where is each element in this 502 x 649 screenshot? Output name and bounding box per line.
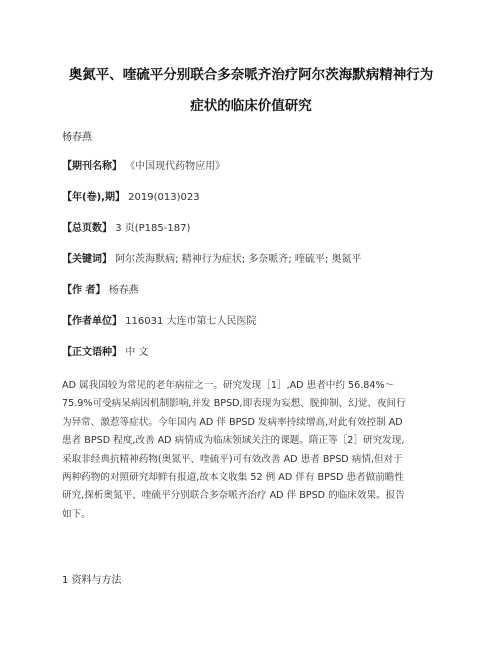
- meta-pages: [62, 219, 190, 234]
- meta-affiliation: [62, 312, 257, 327]
- meta-pages-label: 【总页数】: [62, 223, 112, 234]
- body-line: 75.9%可受病呆病因机制影响,并发 BPSD,即表现为妄想、脱抑制、幻觉、夜间行: [62, 398, 406, 410]
- meta-keywords-value: 阿尔茨海默病; 精神行为症状; 多奈哌齐; 喹硫平; 奥氮平: [115, 254, 362, 265]
- author-name: 杨春燕: [62, 132, 92, 143]
- meta-journal-value: 《中国现代药物应用》: [125, 161, 226, 172]
- paper-title-line-2: 症状的临床价值研究: [190, 98, 312, 114]
- meta-language: [62, 343, 148, 358]
- meta-journal-label: 【期刊名称】: [62, 161, 122, 172]
- body-line: 采取非经典抗精神药物(奥氮平、喹硫平)可有效改善 AD 患者 BPSD 病情,但对于: [62, 453, 403, 465]
- meta-language-value: 中 文: [125, 347, 149, 358]
- meta-journal: [62, 157, 225, 172]
- meta-keywords: [62, 250, 361, 265]
- meta-pages-value: 3 页(P185-187): [115, 223, 191, 234]
- body-line: 为异常、激惹等症状。今年国内 AD 伴 BPSD 发病率持续增高,对此有效控制 AD: [62, 416, 403, 428]
- meta-affiliation-label: 【作者单位】: [62, 316, 122, 327]
- meta-year-issue: [62, 188, 200, 203]
- meta-language-label: 【正文语种】: [62, 347, 122, 358]
- body-line: 患者 BPSD 程度,改善 AD 病情成为临床领域关注的课题。隋正等［2］研究发现,: [62, 435, 405, 447]
- meta-affiliation-value: 116031 大连市第七人民医院: [125, 316, 257, 327]
- meta-year-issue-label: 【年(卷),期】: [62, 192, 125, 203]
- meta-authors-label: 【作 者】: [62, 285, 106, 296]
- meta-authors-value: 杨春燕: [108, 285, 139, 296]
- body-line: 两种药物的对照研究却鲜有报道,故本文收集 52 例 AD 伴有 BPSD 患者做前瞻性: [62, 472, 404, 484]
- section-heading: 1 资料与方法: [62, 575, 122, 586]
- body-line: 如下。: [62, 508, 91, 520]
- meta-keywords-label: 【关键词】: [62, 254, 112, 265]
- body-line: AD 属我国较为常见的老年病症之一。研究发现［1］,AD 患者中约 56.84%～: [62, 380, 395, 391]
- body-line: 研究,探析奥氮平、喹硫平分别联合多奈哌齐治疗 AD 伴 BPSD 的临床效果。报告: [62, 490, 405, 502]
- paper-title-line-1: 奥氮平、喹硫平分别联合多奈哌齐治疗阿尔茨海默病精神行为: [68, 67, 434, 83]
- meta-authors: [62, 281, 139, 296]
- body-paragraph: [62, 377, 442, 524]
- meta-year-issue-value: 2019(013)023: [128, 192, 200, 203]
